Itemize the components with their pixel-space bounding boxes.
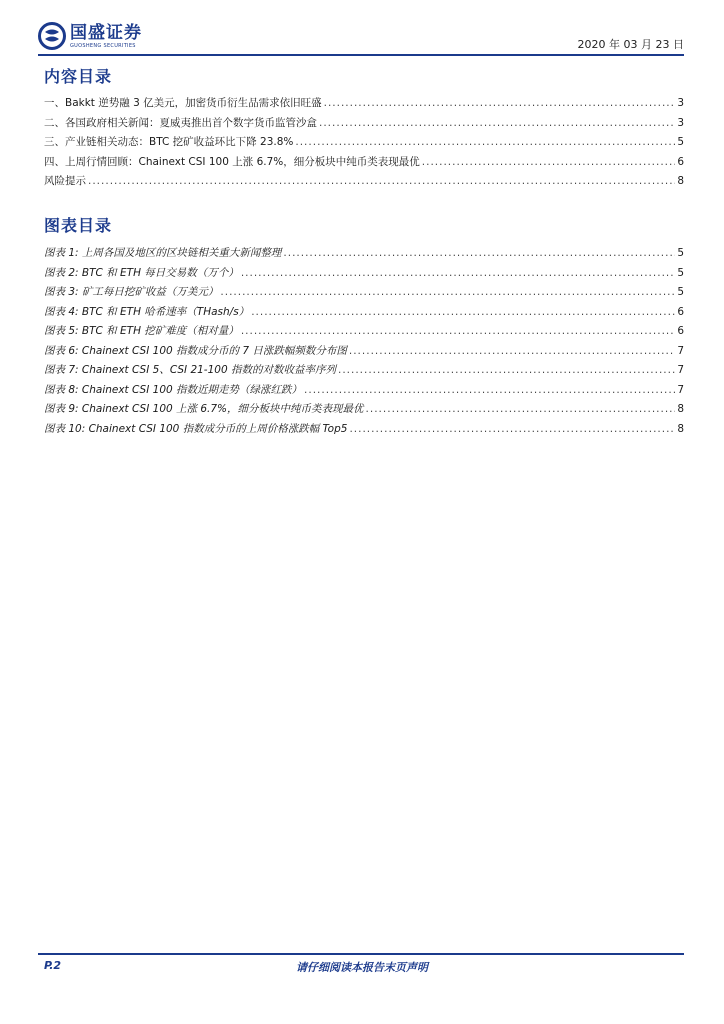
dot-leader — [338, 361, 675, 381]
contents-entry-page: 3 — [677, 97, 684, 109]
contents-title: 内容目录 — [44, 67, 113, 86]
dot-leader — [241, 264, 676, 284]
company-logo — [38, 22, 142, 50]
contents-entry[interactable] — [44, 94, 684, 114]
figure-entry-label: 图表 10: Chainext CSI 100 指数成分币的上周价格涨跌幅 Top5 — [44, 422, 348, 435]
contents-entry-page: 5 — [677, 136, 684, 148]
figure-entry-page: 8 — [677, 422, 684, 435]
page-header — [38, 18, 684, 54]
dot-leader — [251, 303, 675, 323]
logo-chinese-name: 国盛证券 — [70, 22, 142, 43]
contents-entry-page: 3 — [677, 116, 684, 129]
dot-leader — [324, 94, 676, 114]
dot-leader — [283, 244, 675, 264]
figure-entry-page: 8 — [677, 403, 684, 415]
figure-entry-label: 图表 2: BTC 和 ETH 每日交易数（万个） — [44, 266, 239, 279]
contents-entry-label: 风险提示 — [44, 175, 86, 187]
guosheng-logo-icon — [38, 22, 66, 50]
figure-entry[interactable] — [44, 342, 684, 362]
dot-leader — [319, 114, 675, 134]
dot-leader — [220, 283, 675, 303]
figures-title: 图表目录 — [44, 216, 113, 235]
figure-entry-label: 图表 7: Chainext CSI 5、CSI 21-100 指数的对数收益率序列 — [44, 364, 336, 376]
figure-entry-page: 7 — [677, 383, 684, 396]
page-number: P.2 — [44, 959, 62, 972]
dot-leader — [241, 322, 676, 342]
figure-entry-label: 图表 8: Chainext CSI 100 指数近期走势（绿涨红跌） — [44, 383, 303, 396]
contents-entry-page: 8 — [677, 175, 684, 187]
contents-entry-label: 四、上周行情回顾：Chainext CSI 100 上涨 6.7%，细分板块中纯币类表现最优 — [44, 155, 420, 168]
figure-entry-page: 5 — [677, 247, 684, 259]
figure-entry-label: 图表 6: Chainext CSI 100 指数成分币的 7 日涨跌幅频数分布图 — [44, 344, 347, 357]
figure-entry[interactable] — [44, 381, 684, 401]
dot-leader — [349, 342, 675, 362]
figure-entry[interactable] — [44, 264, 684, 284]
figure-entry[interactable] — [44, 361, 684, 381]
contents-entry-page: 6 — [677, 155, 684, 168]
dot-leader — [304, 381, 675, 401]
contents-entry[interactable] — [44, 133, 684, 153]
contents-entry-label: 三、产业链相关动态：BTC 挖矿收益环比下降 23.8% — [44, 136, 294, 148]
figure-entry[interactable] — [44, 400, 684, 420]
dot-leader — [422, 153, 676, 173]
figure-entry-page: 5 — [677, 286, 684, 298]
contents-entry-label: 一、Bakkt 逆势融 3 亿美元，加密货币衍生品需求依旧旺盛 — [44, 97, 322, 109]
figure-entry-label: 图表 4: BTC 和 ETH 哈希速率（THash/s） — [44, 305, 250, 318]
figure-entry-page: 7 — [677, 364, 684, 376]
figure-entry[interactable] — [44, 420, 684, 440]
contents-entry[interactable] — [44, 172, 684, 192]
figure-entry[interactable] — [44, 303, 684, 323]
figure-entry[interactable] — [44, 244, 684, 264]
figures-list — [44, 244, 684, 439]
dot-leader — [88, 172, 675, 192]
figure-entry-page: 6 — [677, 325, 684, 337]
figure-entry[interactable] — [44, 283, 684, 303]
figure-entry-label: 图表 5: BTC 和 ETH 挖矿难度（相对量） — [44, 325, 239, 337]
disclaimer-note: 请仔细阅读本报告末页声明 — [296, 961, 428, 974]
logo-english-name: GUOSHENG SECURITIES — [70, 42, 136, 49]
figure-entry-label: 图表 1: 上周各国及地区的区块链相关重大新闻整理 — [44, 247, 282, 259]
report-date: 2020 年 03 月 23 日 — [577, 38, 684, 51]
figure-entry-label: 图表 3: 矿工每日挖矿收益（万美元） — [44, 286, 219, 298]
header-divider — [38, 54, 684, 56]
figure-entry-page: 5 — [677, 266, 684, 279]
figure-entry-label: 图表 9: Chainext CSI 100 上涨 6.7%，细分板块中纯币类表现最优 — [44, 403, 364, 415]
dot-leader — [349, 420, 675, 440]
contents-list — [44, 94, 684, 192]
figure-entry-page: 7 — [677, 344, 684, 357]
footer-divider — [38, 953, 684, 955]
dot-leader — [366, 400, 676, 420]
figure-entry-page: 6 — [677, 305, 684, 318]
contents-entry[interactable] — [44, 114, 684, 134]
figure-entry[interactable] — [44, 322, 684, 342]
contents-entry-label: 二、各国政府相关新闻：夏威夷推出首个数字货币监管沙盒 — [44, 116, 317, 129]
contents-entry[interactable] — [44, 153, 684, 173]
dot-leader — [295, 133, 675, 153]
